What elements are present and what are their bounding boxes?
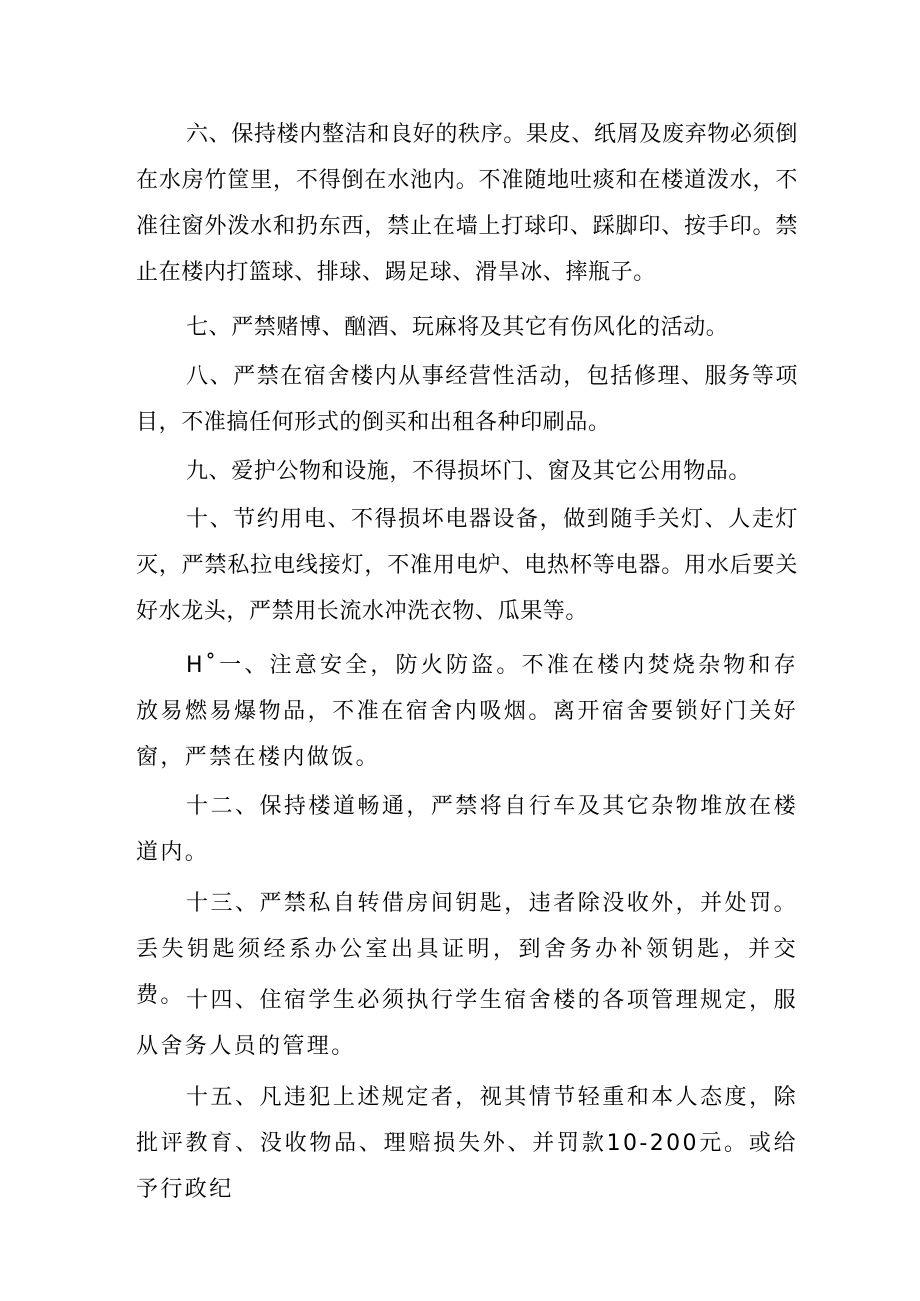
rule-paragraph-7: 七、严禁赌博、酗酒、玩麻将及其它有伤风化的活动。 xyxy=(186,315,729,340)
rule-paragraph-14: 十四、住宿学生必须执行学生宿舍楼的各项管理规定，服从舍务人员的管理。 xyxy=(136,988,798,1059)
rule-paragraph-15: 十五、凡违犯上述规定者，视其情节轻重和本人态度，除批评教育、没收物品、理赔损失外、并罚款10-200元。或给予行政纪 xyxy=(136,1085,798,1202)
rule-paragraph-9: 九、爱护公物和设施，不得损坏门、窗及其它公用物品。 xyxy=(186,459,752,484)
rule-paragraph-8: 八、严禁在宿舍楼内从事经营性活动，包括修理、服务等项目，不准搞任何形式的倒买和出租各种印刷品。 xyxy=(136,364,798,435)
rule-paragraph-6: 六、保持楼内整洁和良好的秩序。果皮、纸屑及废弃物必须倒在水房竹筐里，不得倒在水池内。不准随地吐痰和在楼道泼水，不准往窗外泼水和扔东西，禁止在墙上打球印、踩脚印、按手印。禁止在楼内打篮球、排球、踢足球、滑旱冰、摔瓶子。 xyxy=(136,122,798,285)
rule-paragraph-10: 十、节约用电、不得损坏电器设备，做到随手关灯、人走灯灭，严禁私拉电线接灯，不准用电炉、电热杯等电器。用水后要关好水龙头，严禁用长流水冲洗衣物、瓜果等。 xyxy=(136,507,798,624)
rule-paragraph-12: 十二、保持楼道畅通，严禁将自行车及其它杂物堆放在楼道内。 xyxy=(136,794,798,865)
rule-paragraph-11: H˚一、注意安全，防火防盗。不准在楼内焚烧杂物和存放易燃易爆物品，不准在宿舍内吸烟。离开宿舍要锁好门关好窗，严禁在楼内做饭。 xyxy=(136,653,798,770)
rule-paragraph-13: 十三、严禁私自转借房间钥匙，违者除没收外，并处罚。丢失钥匙须经系办公室出具证明，到舍务办补领钥匙，并交费。 xyxy=(136,891,798,1008)
